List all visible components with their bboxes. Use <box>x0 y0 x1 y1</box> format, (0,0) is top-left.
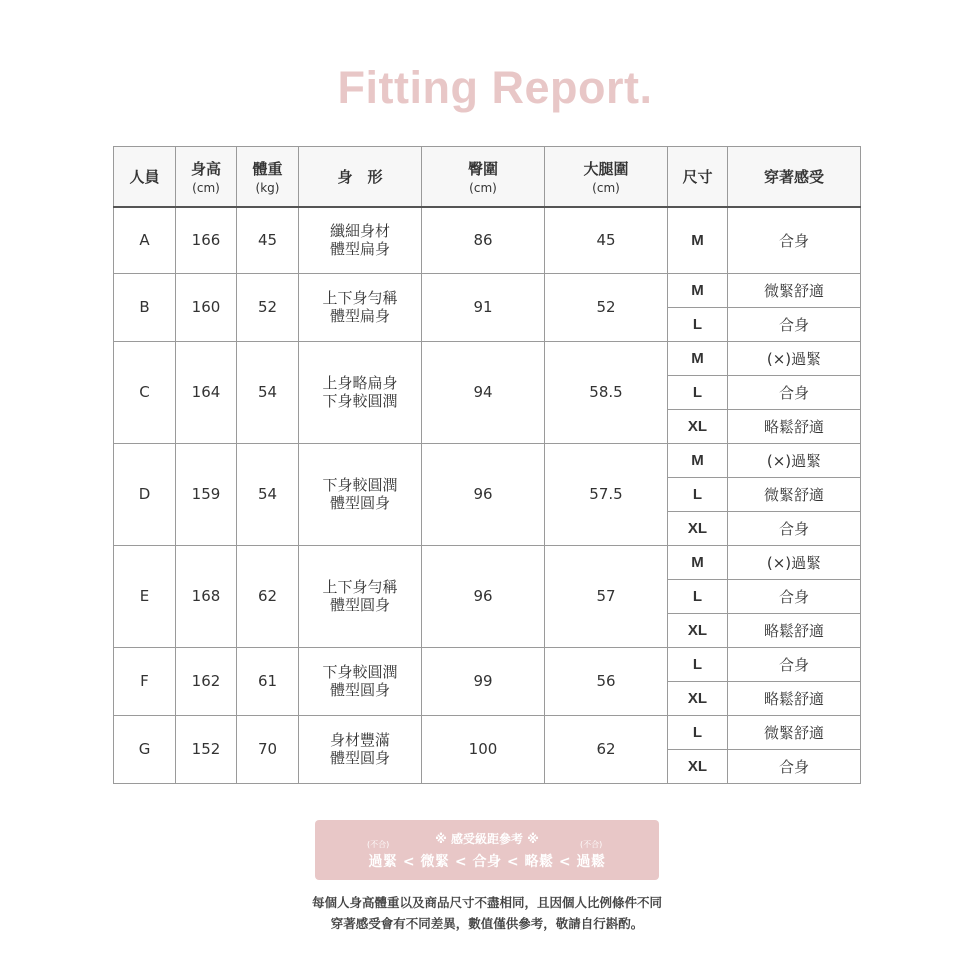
shape-line-1: 下身較圓潤 <box>322 663 398 681</box>
cell-thigh: 62 <box>545 715 668 783</box>
cell-weight: 62 <box>237 545 299 647</box>
shape-line-2: 體型圓身 <box>329 681 390 699</box>
cell-size: XL <box>668 511 728 545</box>
cell-shape <box>299 545 422 647</box>
cell-thigh: 45 <box>545 207 668 273</box>
cell-feel: 合身 <box>728 749 861 783</box>
header-weight: 體重 (kg) <box>237 147 299 208</box>
cell-person: D <box>114 443 176 545</box>
header-size: 尺寸 <box>668 147 728 208</box>
cell-size: XL <box>668 613 728 647</box>
note-line-1: 每個人身高體重以及商品尺寸不盡相同，且因個人比例條件不同 <box>311 895 662 910</box>
shape-line-2: 體型圓身 <box>329 749 390 767</box>
shape-line-1: 身材豐滿 <box>329 731 390 749</box>
disclaimer-note <box>0 892 974 934</box>
cell-feel: 微緊舒適 <box>728 273 861 307</box>
cell-size: M <box>668 273 728 307</box>
cell-hip: 94 <box>422 341 545 443</box>
cell-size: XL <box>668 681 728 715</box>
table-row <box>114 273 861 307</box>
shape-line-1: 上身略扁身 <box>322 374 398 392</box>
table-header-row <box>114 147 861 208</box>
cell-person: G <box>114 715 176 783</box>
shape-line-2: 體型扁身 <box>329 307 390 325</box>
cell-thigh: 57.5 <box>545 443 668 545</box>
fitting-table <box>113 146 861 784</box>
shape-line-1: 纖細身材 <box>329 222 390 241</box>
shape-line-2: 體型扁身 <box>329 240 390 259</box>
cell-height: 168 <box>176 545 237 647</box>
table-row <box>114 341 861 375</box>
cell-hip: 99 <box>422 647 545 715</box>
cell-feel: 微緊舒適 <box>728 477 861 511</box>
header-hip: 臀圍 (cm) <box>422 147 545 208</box>
cell-size: M <box>668 207 728 273</box>
cell-size: XL <box>668 749 728 783</box>
cell-feel: 合身 <box>728 307 861 341</box>
cell-hip: 100 <box>422 715 545 783</box>
header-shape: 身 形 <box>299 147 422 208</box>
cell-height: 159 <box>176 443 237 545</box>
cell-thigh: 56 <box>545 647 668 715</box>
cell-shape <box>299 341 422 443</box>
cell-shape <box>299 647 422 715</box>
shape-line-2: 體型圓身 <box>329 494 390 512</box>
cell-feel: (×)過緊 <box>728 341 861 375</box>
cell-height: 164 <box>176 341 237 443</box>
cell-weight: 70 <box>237 715 299 783</box>
cell-feel: (×)過緊 <box>728 545 861 579</box>
cell-person: C <box>114 341 176 443</box>
cell-feel: 略鬆舒適 <box>728 681 861 715</box>
cell-feel: 合身 <box>728 511 861 545</box>
shape-line-1: 上下身勻稱 <box>322 289 398 307</box>
cell-size: M <box>668 341 728 375</box>
cell-shape <box>299 207 422 273</box>
cell-person: F <box>114 647 176 715</box>
legend-scale: 過緊 < 微緊 < 合身 < 略鬆 < 過鬆 <box>368 854 606 870</box>
cell-height: 152 <box>176 715 237 783</box>
cell-hip: 86 <box>422 207 545 273</box>
shape-line-2: 下身較圓潤 <box>322 392 398 410</box>
cell-person: A <box>114 207 176 273</box>
cell-hip: 91 <box>422 273 545 341</box>
cell-size: L <box>668 715 728 749</box>
cell-feel: 合身 <box>728 647 861 681</box>
legend-header: ※ 感受級距參考 ※ <box>435 832 539 846</box>
cell-feel: (×)過緊 <box>728 443 861 477</box>
legend-not-fit-left: (不合) <box>367 840 390 849</box>
shape-line-1: 上下身勻稱 <box>322 578 398 596</box>
table-row <box>114 715 861 749</box>
cell-feel: 合身 <box>728 207 861 273</box>
shape-line-1: 下身較圓潤 <box>322 476 398 494</box>
legend-not-fit-right: (不合) <box>580 840 603 849</box>
cell-size: L <box>668 375 728 409</box>
page-title: Fitting Report. <box>337 62 653 113</box>
cell-thigh: 52 <box>545 273 668 341</box>
cell-height: 160 <box>176 273 237 341</box>
cell-feel: 略鬆舒適 <box>728 409 861 443</box>
cell-weight: 54 <box>237 443 299 545</box>
cell-size: XL <box>668 409 728 443</box>
table-row <box>114 207 861 273</box>
shape-line-2: 體型圓身 <box>329 596 390 614</box>
cell-height: 162 <box>176 647 237 715</box>
header-height: 身高 (cm) <box>176 147 237 208</box>
table-row <box>114 545 861 579</box>
cell-size: M <box>668 545 728 579</box>
header-thigh: 大腿圍 (cm) <box>545 147 668 208</box>
header-feel: 穿著感受 <box>728 147 861 208</box>
cell-size: M <box>668 443 728 477</box>
cell-hip: 96 <box>422 443 545 545</box>
cell-feel: 合身 <box>728 375 861 409</box>
cell-weight: 52 <box>237 273 299 341</box>
cell-size: L <box>668 477 728 511</box>
cell-weight: 61 <box>237 647 299 715</box>
cell-shape <box>299 715 422 783</box>
table-body <box>114 207 861 783</box>
header-person: 人員 <box>114 147 176 208</box>
cell-weight: 45 <box>237 207 299 273</box>
cell-feel: 合身 <box>728 579 861 613</box>
cell-hip: 96 <box>422 545 545 647</box>
table-row <box>114 647 861 681</box>
cell-shape <box>299 273 422 341</box>
cell-feel: 略鬆舒適 <box>728 613 861 647</box>
cell-shape <box>299 443 422 545</box>
cell-thigh: 57 <box>545 545 668 647</box>
cell-height: 166 <box>176 207 237 273</box>
cell-size: L <box>668 647 728 681</box>
cell-size: L <box>668 307 728 341</box>
cell-weight: 54 <box>237 341 299 443</box>
cell-feel: 微緊舒適 <box>728 715 861 749</box>
cell-thigh: 58.5 <box>545 341 668 443</box>
table-row <box>114 443 861 477</box>
cell-size: L <box>668 579 728 613</box>
feel-scale-legend <box>315 820 659 880</box>
cell-person: E <box>114 545 176 647</box>
cell-person: B <box>114 273 176 341</box>
note-line-2: 穿著感受會有不同差異，數值僅供參考，敬請自行斟酌。 <box>330 916 644 931</box>
